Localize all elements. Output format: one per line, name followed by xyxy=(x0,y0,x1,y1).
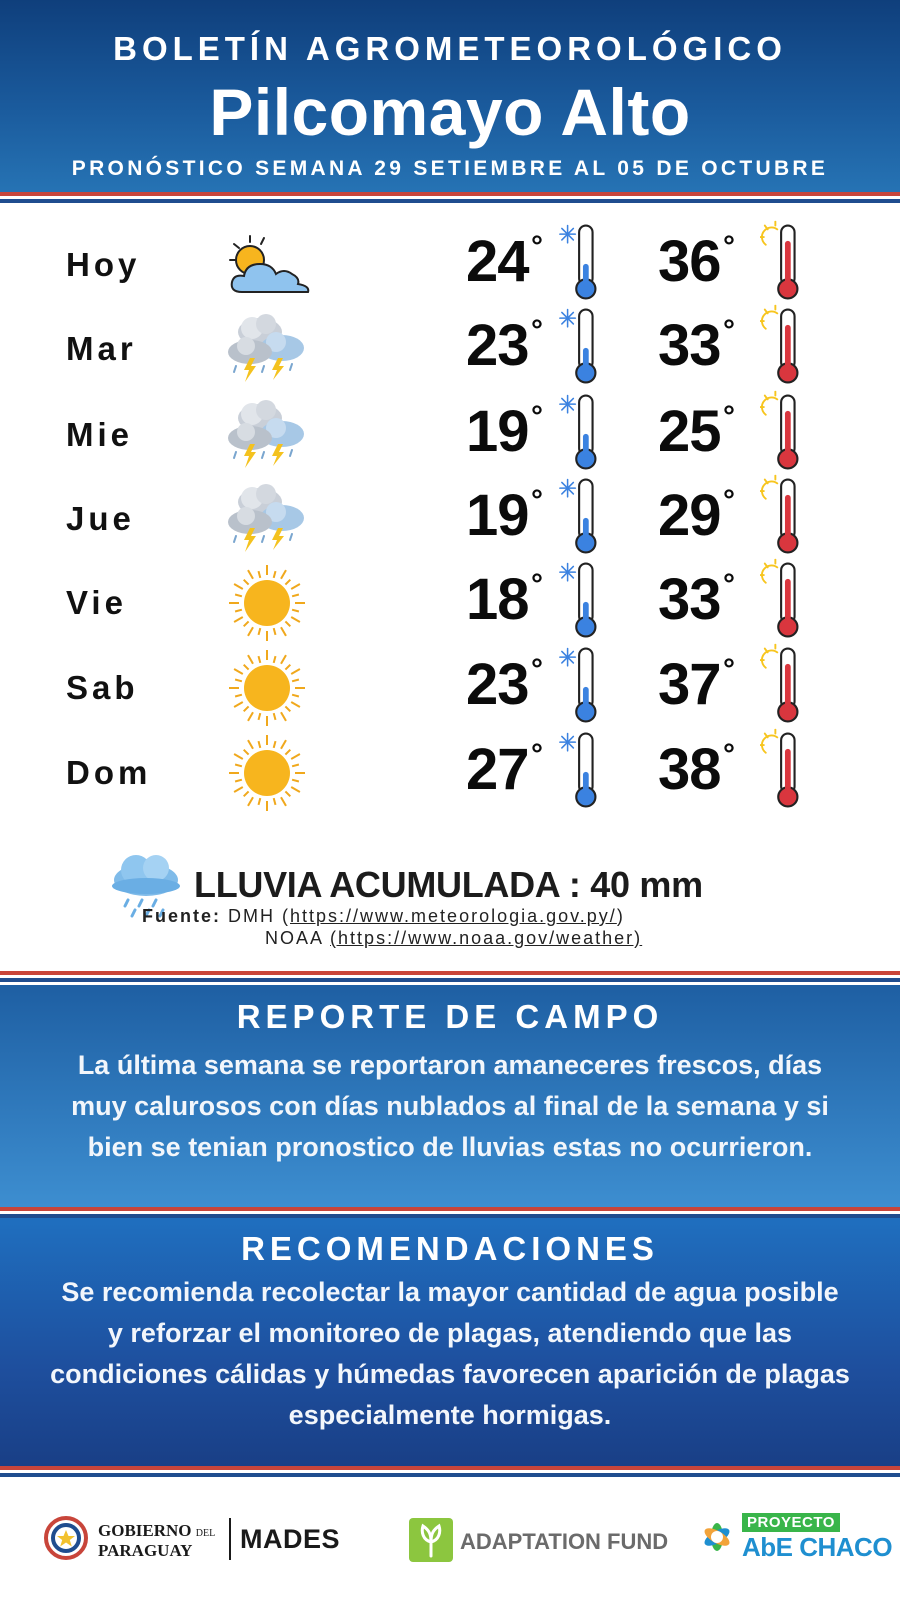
max-temp-value: 36 xyxy=(658,229,721,294)
cold-thermometer-icon xyxy=(558,643,606,727)
flag-stripe-divider xyxy=(0,1466,900,1477)
min-temp xyxy=(466,651,542,718)
day-label: Vie xyxy=(66,584,127,621)
degree-sign: ° xyxy=(723,314,734,347)
day-label: Mie xyxy=(66,416,134,453)
day-label: Mar xyxy=(66,330,137,367)
max-temp xyxy=(658,482,734,549)
hot-thermometer-icon xyxy=(760,390,808,474)
recommendations-section xyxy=(0,1218,900,1466)
forecast-week-subtitle: PRONÓSTICO SEMANA 29 SETIEMBRE AL 05 DE OCTUBRE xyxy=(71,157,829,180)
recommendation-line: especialmente hormigas. xyxy=(288,1400,612,1430)
thunderstorm-rain-icon xyxy=(220,476,315,562)
degree-sign: ° xyxy=(531,484,542,517)
adaptation-fund-logo: ADAPTATION FUND xyxy=(460,1529,669,1554)
hot-thermometer-icon xyxy=(760,220,808,304)
hot-thermometer-icon xyxy=(760,558,808,642)
cold-thermometer-icon xyxy=(558,304,606,388)
max-temp-value: 33 xyxy=(658,313,721,378)
gov-del: DEL xyxy=(195,1528,216,1539)
max-temp xyxy=(658,566,734,633)
min-temp-value: 18 xyxy=(466,567,529,632)
cold-thermometer-icon xyxy=(558,390,606,474)
rain-separator: : xyxy=(559,864,591,905)
degree-sign: ° xyxy=(723,738,734,771)
min-temp xyxy=(466,312,542,379)
min-temp xyxy=(466,736,542,803)
degree-sign: ° xyxy=(531,738,542,771)
degree-sign: ° xyxy=(723,568,734,601)
degree-sign: ° xyxy=(531,653,542,686)
partner-logos-footer xyxy=(0,1480,900,1600)
day-label: Hoy xyxy=(66,246,141,283)
abe-chaco-logo: AbE CHACO xyxy=(742,1532,893,1562)
thunderstorm-rain-icon xyxy=(220,392,315,478)
min-temp-value: 23 xyxy=(466,313,529,378)
source-dmh-link[interactable]: https://www.meteorologia.gov.py/ xyxy=(290,906,617,926)
flag-stripe-divider xyxy=(0,1207,900,1218)
forecast-row xyxy=(0,730,900,816)
source-label: Fuente: xyxy=(142,906,221,926)
adaptation-fund-leaf-icon xyxy=(409,1518,453,1562)
hot-thermometer-icon xyxy=(760,474,808,558)
forecast-row xyxy=(0,222,900,308)
source-line-noaa xyxy=(265,928,642,949)
sun-behind-cloud-icon xyxy=(220,222,315,308)
forecast-row xyxy=(0,476,900,562)
source-line-dmh: Fuente: DMH (https://www.meteorologia.gov.py/) xyxy=(142,906,625,926)
rain-label: LLUVIA ACUMULADA xyxy=(194,864,560,905)
max-temp-value: 25 xyxy=(658,399,721,464)
forecast-row xyxy=(0,560,900,646)
abe-chaco-emblem-icon xyxy=(696,1514,738,1560)
sun-icon xyxy=(220,560,315,646)
max-temp xyxy=(658,651,734,718)
min-temp-value: 27 xyxy=(466,737,529,802)
max-temp-value: 33 xyxy=(658,567,721,632)
accumulated-rain xyxy=(194,864,703,906)
forecast-row xyxy=(0,392,900,478)
cold-thermometer-icon xyxy=(558,558,606,642)
degree-sign: ° xyxy=(723,230,734,263)
paraguay-emblem-icon xyxy=(44,1516,88,1560)
thunderstorm-rain-icon xyxy=(220,306,315,392)
max-temp xyxy=(658,736,734,803)
field-report-text xyxy=(20,1045,880,1168)
min-temp-value: 23 xyxy=(466,652,529,717)
hot-thermometer-icon xyxy=(760,728,808,812)
recommendations-text xyxy=(20,1272,880,1436)
forecast-row xyxy=(0,645,900,731)
max-temp xyxy=(658,312,734,379)
min-temp-value: 19 xyxy=(466,399,529,464)
cold-thermometer-icon xyxy=(558,220,606,304)
recommendation-line: condiciones cálidas y húmedas favorecen aparición de plagas xyxy=(50,1359,850,1389)
min-temp xyxy=(466,482,542,549)
degree-sign: ° xyxy=(531,400,542,433)
logo-divider xyxy=(229,1518,231,1560)
recommendations-title: RECOMENDACIONES xyxy=(241,1230,659,1267)
day-label: Dom xyxy=(66,754,152,791)
hot-thermometer-icon xyxy=(760,304,808,388)
degree-sign: ° xyxy=(531,568,542,601)
min-temp xyxy=(466,228,542,295)
degree-sign: ° xyxy=(531,314,542,347)
mades-logo: MADES xyxy=(240,1524,341,1554)
day-label: Jue xyxy=(66,500,135,537)
field-report-line: muy calurosos con días nublados al final de la semana y si xyxy=(71,1091,829,1121)
field-report-section xyxy=(0,985,900,1207)
rain-value: 40 mm xyxy=(590,864,703,905)
max-temp xyxy=(658,398,734,465)
min-temp xyxy=(466,398,542,465)
max-temp-value: 37 xyxy=(658,652,721,717)
sun-icon xyxy=(220,645,315,731)
cold-thermometer-icon xyxy=(558,728,606,812)
field-report-line: La última semana se reportaron amaneceres frescos, días xyxy=(77,1050,823,1080)
max-temp-value: 29 xyxy=(658,483,721,548)
gobierno-paraguay-logo xyxy=(98,1522,215,1559)
min-temp xyxy=(466,566,542,633)
flag-stripe-divider xyxy=(0,192,900,203)
degree-sign: ° xyxy=(723,653,734,686)
min-temp-value: 19 xyxy=(466,483,529,548)
day-label: Sab xyxy=(66,669,139,706)
field-report-title: REPORTE DE CAMPO xyxy=(236,998,664,1035)
recommendation-line: Se recomienda recolectar la mayor cantidad de agua posible xyxy=(61,1277,839,1307)
forecast-row xyxy=(0,306,900,392)
degree-sign: ° xyxy=(723,484,734,517)
source-noaa-name: NOAA xyxy=(265,928,324,948)
page-title: Pilcomayo Alto xyxy=(209,75,691,149)
field-report-line: bien se tenian pronostico de lluvias estas no ocurrieron. xyxy=(87,1132,813,1162)
sun-icon xyxy=(220,730,315,816)
source-noaa-link[interactable]: (https://www.noaa.gov/weather) xyxy=(330,928,643,948)
source-dmh-name: DMH xyxy=(228,906,276,926)
cold-thermometer-icon xyxy=(558,474,606,558)
gov-line1: GOBIERNO xyxy=(98,1521,192,1540)
degree-sign: ° xyxy=(723,400,734,433)
proyecto-tag: PROYECTO xyxy=(742,1513,840,1532)
degree-sign: ° xyxy=(531,230,542,263)
recommendation-line: y reforzar el monitoreo de plagas, atendiendo que las xyxy=(107,1318,793,1348)
hot-thermometer-icon xyxy=(760,643,808,727)
bulletin-kicker: BOLETÍN AGROMETEOROLÓGICO xyxy=(113,30,787,67)
max-temp xyxy=(658,228,734,295)
header-banner xyxy=(0,0,900,192)
gov-line2: PARAGUAY xyxy=(98,1541,193,1560)
flag-stripe-divider xyxy=(0,971,900,982)
max-temp-value: 38 xyxy=(658,737,721,802)
min-temp-value: 24 xyxy=(466,229,529,294)
